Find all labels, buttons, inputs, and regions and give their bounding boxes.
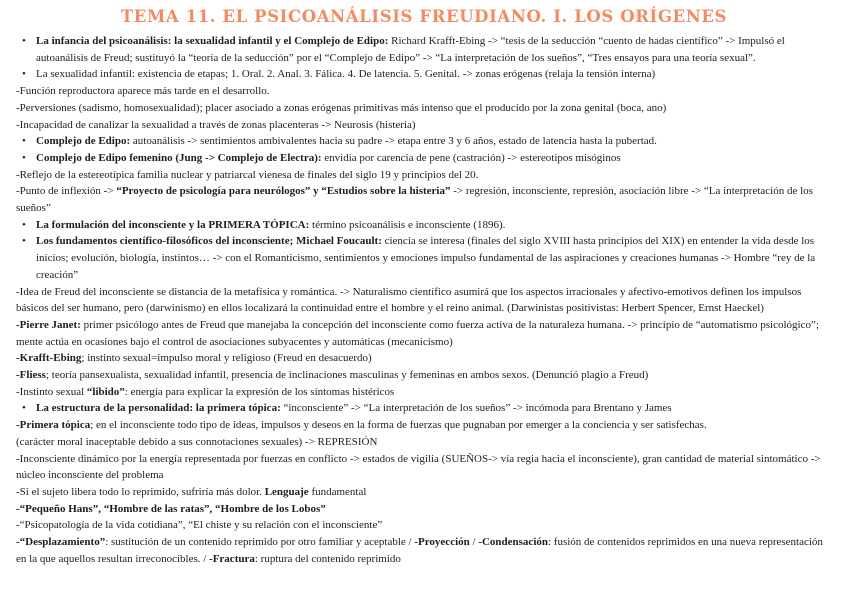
text-run: -Instinto sexual [16, 385, 87, 398]
text-run: autoanálisis -> sentimientos ambivalentes hacia su padre -> etapa entre 3 y 6 años, estado de latencia hasta la pubertad. [130, 135, 657, 148]
text-line [16, 451, 832, 484]
text-run: ; teoría pansexualista, sexualidad infantil, presencia de inclinaciones masculinas y femeninas en ambos sexos. (Denunció plagio a Freud) [45, 369, 649, 382]
text-line [16, 484, 832, 501]
bold-run: Complejo de Edipo: [36, 135, 131, 148]
text-run: : sustitución de un contenido reprimido por otro familiar y aceptable / [105, 536, 415, 549]
text-run: -> regresión, inconsciente, represión, asociación libre -> “La interpretación de los sueños” [16, 185, 813, 215]
text-run: “inconsciente” -> “La interpretación de los sueños” -> incómoda para Brentano y James [280, 402, 672, 415]
text-run: (carácter moral inaceptable debido a sus connotaciones sexuales) -> REPRESIÓN [16, 435, 378, 448]
text-run: -Función reproductora aparece más tarde en el desarrollo. [16, 85, 270, 98]
text-line [16, 367, 832, 384]
text-run: -Idea de Freud del inconsciente se distancia de la metafísica y romántica. -> Naturalismo científico asumirá que los aspectos irracionales y afectivo-emotivos definen los impulsos básicos del ser humano, pero (darwinismo) en ellos localizará la continuidad entre el hombre y el reino animal. (Darwinistas positivistas: Herbert Spencer, Ernst Haeckel) [16, 285, 802, 315]
text-line [16, 284, 832, 317]
text-line [16, 434, 832, 451]
text-run: -Inconsciente dinámico por la energía representada por fuerzas en conflicto -> estados de vigilia (SUEÑOS-> vía regia hacia el inconsciente), gran cantidad de material sintomático -> núcleo inconsciente del problema [16, 452, 821, 482]
bold-run: -Pierre Janet: [16, 318, 81, 331]
bold-run: Los fundamentos científico-filosóficos del inconsciente; Michael Foucault: [36, 235, 382, 248]
text-run: ; instinto sexual=impulso moral y religioso (Freud en desacuerdo) [81, 352, 372, 365]
bullet-item [16, 66, 832, 83]
text-run: -“Psicopatología de la vida cotidiana”, “El chiste y su relación con el inconsciente” [16, 519, 383, 532]
text-line [16, 183, 832, 216]
bold-run: La estructura de la personalidad: la primera tópica: [36, 402, 281, 415]
text-line [16, 384, 832, 401]
text-line [16, 517, 832, 534]
text-run: : energía para explicar la expresión de los síntomas histéricos [124, 385, 395, 398]
bold-run: Lenguaje [264, 485, 309, 498]
text-run: ciencia se interesa (finales del siglo XVIII hasta principios del XIX) en entender la vida desde los inicios; evolución, biología, instintos… -> con el Romanticismo, sentimientos y emociones impulso fundamental de las aspiraciones y creaciones humanas -> Hombre “rey de la creación” [36, 235, 816, 281]
bold-run: -Primera tópica [16, 419, 91, 432]
bold-run: -Fliess [16, 369, 46, 382]
text-line [16, 167, 832, 184]
text-line [16, 350, 832, 367]
bold-run: -“Desplazamiento” [16, 536, 106, 549]
text-run: / [469, 536, 479, 549]
bold-run: -Proyección [414, 536, 470, 549]
document-body [16, 33, 832, 568]
bullet-item [16, 133, 832, 150]
page-title: TEMA 11. EL PSICOANÁLISIS FREUDIANO. I. LOS ORÍGENES [120, 7, 728, 26]
text-run: -Si el sujeto libera todo lo reprimido, sufriría más dolor. [16, 485, 265, 498]
bold-run: -Fractura [209, 552, 255, 565]
text-line [16, 501, 832, 518]
text-run: La sexualidad infantil: existencia de etapas; 1. Oral. 2. Anal. 3. Fálica. 4. De latencia. 5. Genital. -> zonas erógenas (relaja la tensión interna) [36, 68, 656, 81]
bullet-item [16, 33, 832, 66]
text-line [16, 83, 832, 100]
bold-run: La formulación del inconsciente y la PRIMERA TÓPICA: [36, 218, 310, 231]
text-run: fundamental [308, 485, 367, 498]
text-run: -Perversiones (sadismo, homosexualidad); placer asociado a zonas erógenas primitivas más intenso que el producido por la zona genital (boca, ano) [16, 101, 667, 114]
bold-run: Complejo de Edipo femenino (Jung -> Complejo de Electra): [36, 151, 322, 164]
text-run: envidia por carencia de pene (castración) -> estereotipos misóginos [321, 151, 621, 164]
bullet-item [16, 400, 832, 417]
bold-run: -“Pequeño Hans”, “Hombre de las ratas”, “Hombre de los Lobos” [16, 502, 326, 515]
text-run: -Punto de inflexión -> [16, 185, 117, 198]
text-line [16, 534, 832, 567]
bold-run: La infancia del psicoanálisis: la sexualidad infantil y el Complejo de Edipo: [36, 35, 389, 47]
bullet-item [16, 233, 832, 283]
bullet-item [16, 217, 832, 234]
bold-run: “libido” [86, 385, 125, 398]
text-run: -Incapacidad de canalizar la sexualidad a través de zonas placenteras -> Neurosis (histeria) [16, 118, 416, 131]
text-run: ; en el inconsciente todo tipo de ideas, impulsos y deseos en la forma de fuerzas que pugnaban por emerger a la conciencia y ser satisfechas. [90, 419, 707, 432]
bold-run: -Krafft-Ebing [16, 352, 82, 365]
text-run: : fusión de contenidos reprimidos en una nueva representación en la que aquellos resultan irreconocibles. / [16, 536, 823, 565]
bold-run: “Proyecto de psicología para neurólogos” y “Estudios sobre la histeria” [116, 185, 451, 198]
text-run: Richard Krafft-Ebing -> “tesis de la seducción “cuento de hadas científico” -> Impulsó el autoanálisis de Freud; sustituyó la “teoría de la seducción” por el “Complejo de Edipo” -> “La interpretación de los sueños”, “Tres ensayos para una teoría sexual”. [36, 35, 785, 64]
bullet-item [16, 150, 832, 167]
text-line [16, 117, 832, 134]
text-line [16, 317, 832, 350]
text-run: -Reflejo de la estereotípica familia nuclear y patriarcal vienesa de finales del siglo 19 y principios del 20. [16, 168, 479, 181]
bold-run: -Condensación [478, 536, 548, 549]
text-line [16, 100, 832, 117]
text-run: : ruptura del contenido reprimido [254, 552, 401, 565]
text-run: término psicoanálisis e inconsciente (1896). [309, 218, 506, 231]
text-line [16, 417, 832, 434]
text-run: primer psicólogo antes de Freud que manejaba la concepción del inconsciente como fuerza activa de la naturaleza humana. -> principio de “automatismo psicológico”; mente actúa en ocasiones bajo el control de asociaciones subyacentes y automáticas (mecanicismo) [16, 318, 819, 348]
